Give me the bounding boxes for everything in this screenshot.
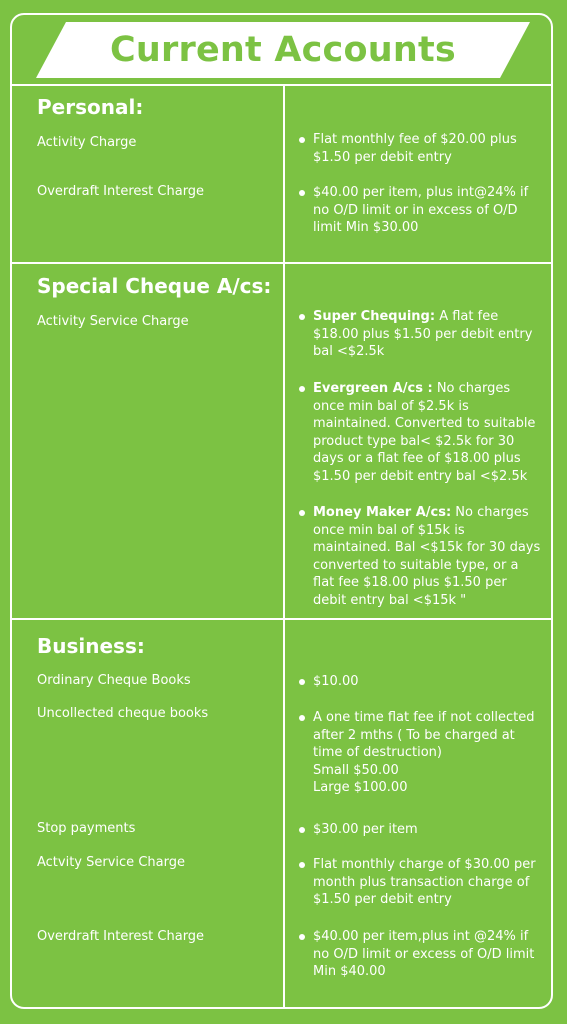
list-item [299, 928, 543, 981]
account-terms: No charges once min bal of $2.5k is maintained. Converted to suitable product type bal< $2.5k for 30 days or a flat fee of $18.00 plus $1.50 per debit entry bal <$2.5k [313, 381, 536, 484]
account-name: Evergreen A/cs : [313, 381, 433, 396]
account-terms: No charges once min bal of $15k is maintained. Bal <$15k for 30 days converted to suitable type, or a flat fee $18.00 plus $1.50 per debit entry bal <$15k " [313, 505, 541, 608]
list-item [299, 308, 543, 361]
list-item [299, 504, 543, 609]
row-value: Flat monthly fee of $20.00 plus $1.50 per debit entry [313, 132, 517, 165]
bullet-icon [299, 827, 305, 833]
bullet-icon [299, 934, 305, 940]
divider [10, 618, 553, 620]
list-item [299, 821, 543, 839]
size-price: Large $100.00 [313, 780, 408, 795]
account-name: Money Maker A/cs: [313, 505, 452, 520]
bullet-icon [299, 679, 305, 685]
list-item [299, 131, 543, 166]
bullet-icon [299, 715, 305, 721]
account-name: Super Chequing: [313, 309, 436, 324]
row-value: A one time flat fee if not collected after 2 mths ( To be charged at time of destruction) [313, 710, 535, 760]
divider [10, 262, 553, 264]
size-price: Small $50.00 [313, 762, 399, 778]
divider [10, 84, 553, 86]
bullet-icon [299, 137, 305, 143]
row-label: Ordinary Cheque Books [37, 673, 191, 688]
section-heading-personal: Personal: [37, 95, 144, 119]
list-item [299, 709, 543, 797]
column-divider [283, 84, 285, 1009]
bullet-icon [299, 510, 305, 516]
row-label: Actvity Service Charge [37, 855, 185, 870]
row-label: Overdraft Interest Charge [37, 929, 205, 944]
row-label: Activity Service Charge [37, 314, 189, 329]
section-heading-business: Business: [37, 634, 145, 658]
row-label: Uncollected cheque books [37, 706, 209, 721]
row-value: Flat monthly charge of $30.00 per month plus transaction charge of $1.50 per debit entry [313, 857, 536, 907]
row-label: Stop payments [37, 821, 136, 836]
row-label: Activity Charge [37, 135, 137, 150]
account-terms: A flat fee $18.00 plus $1.50 per debit entry bal <$2.5k [313, 309, 533, 359]
row-value: $10.00 [313, 674, 359, 689]
bullet-icon [299, 314, 305, 320]
section-heading-special-cheque: Special Cheque A/cs: [37, 274, 272, 298]
list-item [299, 673, 543, 691]
bullet-icon [299, 862, 305, 868]
page-title: Current Accounts [110, 30, 456, 70]
row-label: Overdraft Interest Charge [37, 184, 205, 199]
list-item [299, 380, 543, 485]
list-item [299, 856, 543, 909]
list-item [299, 184, 543, 237]
bullet-icon [299, 386, 305, 392]
row-value: $40.00 per item, plus int@24% if no O/D limit or in excess of O/D limit Min $30.00 [313, 185, 529, 235]
bullet-icon [299, 190, 305, 196]
row-value: $40.00 per item,plus int @24% if no O/D limit or excess of O/D limit Min $40.00 [313, 929, 535, 979]
row-value: $30.00 per item [313, 822, 418, 837]
